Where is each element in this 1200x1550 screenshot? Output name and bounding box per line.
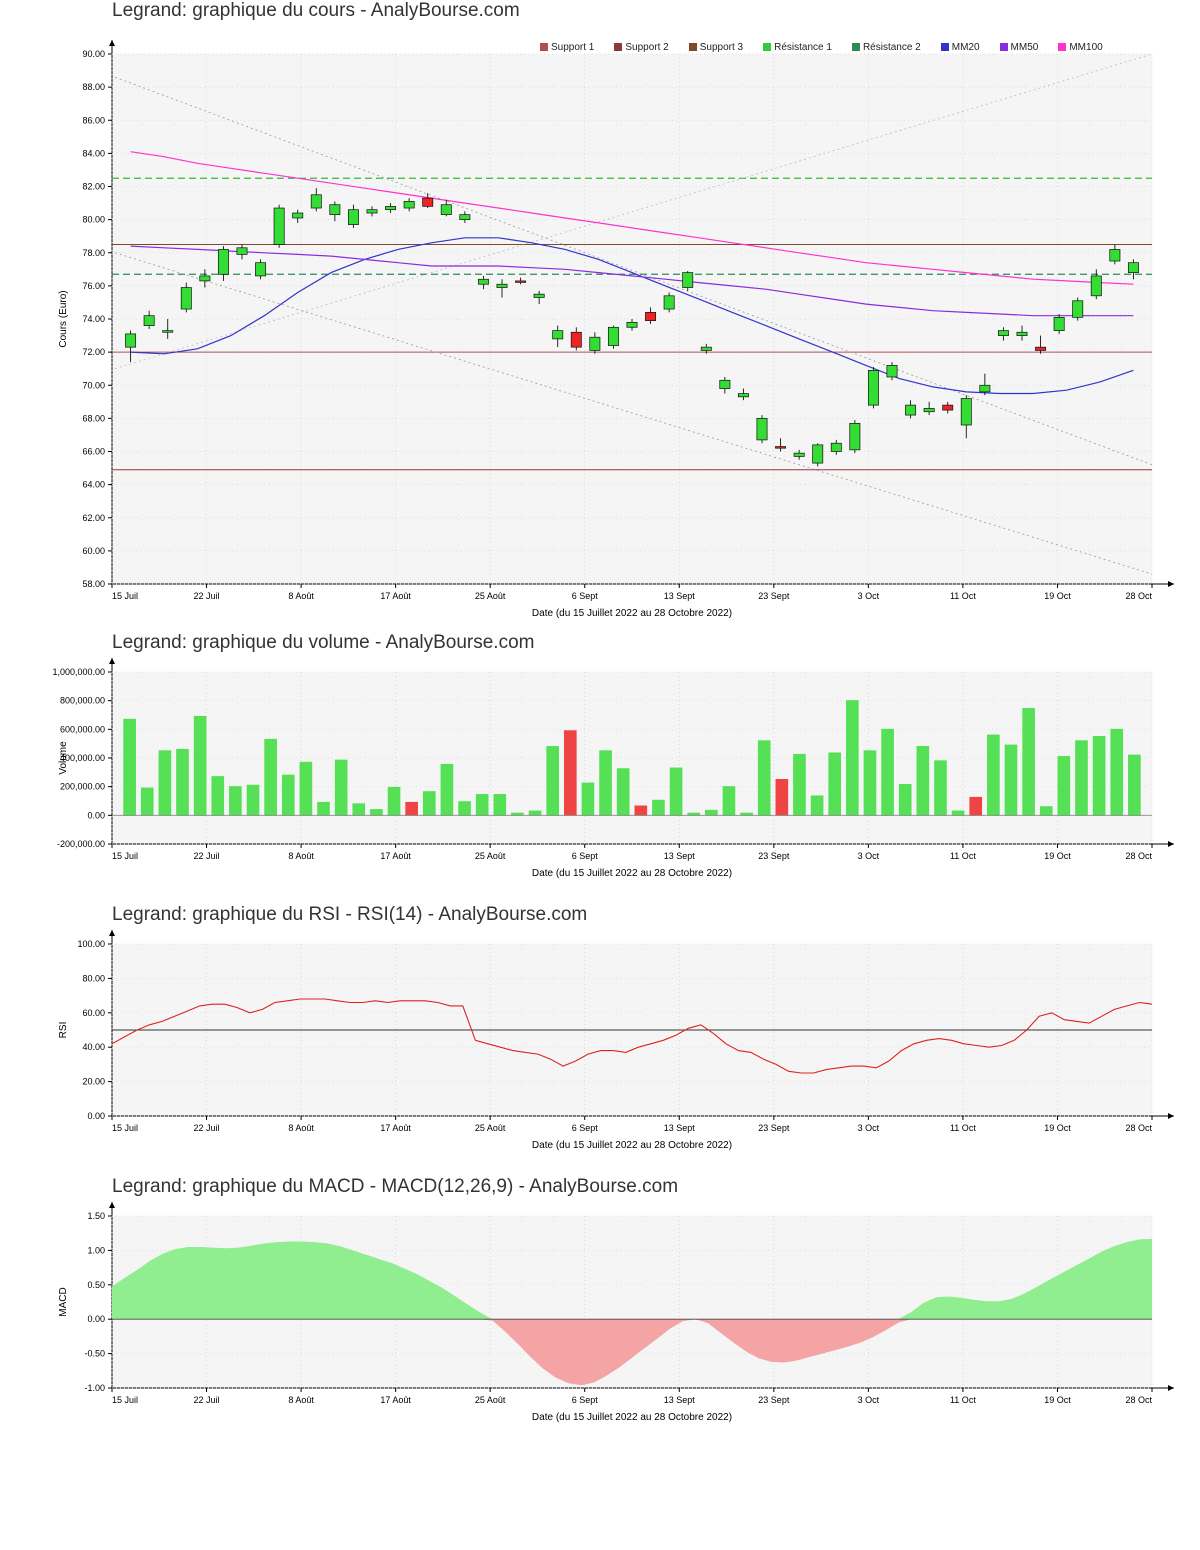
y-axis-label: MACD bbox=[58, 1287, 69, 1317]
y-tick-label: -200,000.00 bbox=[56, 839, 105, 849]
candle-body bbox=[423, 198, 433, 206]
volume-bar bbox=[212, 777, 224, 816]
x-tick-label: 13 Sept bbox=[663, 1395, 695, 1405]
legend-label: MM50 bbox=[1010, 42, 1039, 53]
candle-body bbox=[683, 273, 693, 288]
legend-label: Support 3 bbox=[699, 42, 744, 53]
candle-body bbox=[905, 405, 915, 415]
candle-body bbox=[125, 334, 135, 347]
candle-body bbox=[441, 205, 451, 215]
x-axis-label: Date (du 15 Juillet 2022 au 28 Octobre 2022) bbox=[531, 1140, 733, 1151]
x-tick-label: 3 Oct bbox=[857, 591, 880, 601]
y-tick-label: 58.00 bbox=[82, 579, 105, 589]
y-tick-label: -1.00 bbox=[84, 1383, 105, 1393]
x-tick-label: 11 Oct bbox=[949, 851, 976, 861]
y-tick-label: 90.00 bbox=[82, 49, 105, 59]
candle-body bbox=[850, 423, 860, 450]
candle-body bbox=[237, 248, 247, 255]
volume-bar bbox=[371, 810, 383, 816]
legend-label: Résistance 2 bbox=[862, 42, 921, 53]
x-axis-arrow bbox=[1168, 1385, 1174, 1391]
volume-bar bbox=[1129, 755, 1141, 815]
x-tick-label: 25 Août bbox=[474, 1395, 506, 1405]
legend-label: Support 1 bbox=[551, 42, 595, 53]
y-tick-label: 0.00 bbox=[87, 810, 105, 821]
y-tick-label: 1.00 bbox=[87, 1245, 105, 1256]
x-tick-label: 3 Oct bbox=[857, 851, 880, 861]
volume-bar bbox=[282, 775, 294, 815]
y-tick-label: 64.00 bbox=[82, 479, 105, 490]
x-tick-label: 11 Oct bbox=[949, 591, 976, 601]
volume-bar bbox=[917, 747, 929, 816]
candle-body bbox=[460, 215, 470, 220]
y-tick-label: 76.00 bbox=[82, 280, 105, 291]
y-tick-label: 70.00 bbox=[82, 380, 105, 391]
rsi-plot bbox=[0, 926, 1200, 1176]
x-tick-label: 8 Août bbox=[288, 851, 314, 861]
volume-bar bbox=[335, 760, 347, 815]
candle-body bbox=[367, 210, 377, 213]
y-tick-label: 72.00 bbox=[82, 347, 105, 358]
y-tick-label: 400,000.00 bbox=[59, 753, 105, 763]
volume-panel bbox=[0, 632, 1200, 904]
candle-body bbox=[980, 385, 990, 392]
volume-bar bbox=[159, 751, 171, 816]
volume-bar bbox=[247, 785, 259, 815]
volume-bar bbox=[882, 729, 894, 815]
volume-bar bbox=[141, 788, 153, 815]
macd-chart-title: Legrand: graphique du MACD - MACD(12,26,9) - AnalyBourse.com bbox=[112, 1176, 679, 1197]
x-tick-label: 22 Juil bbox=[193, 1395, 220, 1405]
volume-bar bbox=[564, 731, 576, 816]
x-tick-label: 6 Sept bbox=[571, 851, 598, 861]
x-axis-arrow bbox=[1168, 841, 1174, 847]
y-tick-label: 84.00 bbox=[82, 148, 105, 159]
macd-panel bbox=[0, 1176, 1200, 1448]
y-tick-label: 1.50 bbox=[87, 1211, 105, 1221]
volume-bar bbox=[459, 802, 471, 816]
x-tick-label: 11 Oct bbox=[949, 1395, 976, 1405]
rsi-chart-title: Legrand: graphique du RSI - RSI(14) - AnalyBourse.com bbox=[112, 904, 588, 925]
candle-body bbox=[720, 380, 730, 388]
candle-body bbox=[330, 205, 340, 215]
x-tick-label: 23 Sept bbox=[758, 851, 790, 861]
y-tick-label: 80.00 bbox=[82, 214, 105, 225]
volume-bar bbox=[423, 792, 435, 816]
x-tick-label: 25 Août bbox=[474, 1123, 506, 1133]
candle-body bbox=[144, 316, 154, 326]
x-tick-label: 25 Août bbox=[474, 851, 506, 861]
y-axis-arrow bbox=[109, 930, 115, 936]
x-tick-label: 22 Juil bbox=[193, 1123, 220, 1133]
candle-body bbox=[590, 337, 600, 350]
y-axis-arrow bbox=[109, 1202, 115, 1208]
candle-body bbox=[478, 279, 488, 284]
rsi-panel bbox=[0, 904, 1200, 1176]
candle-body bbox=[293, 213, 303, 218]
volume-bar bbox=[300, 762, 312, 815]
x-tick-label: 15 Juil bbox=[112, 851, 139, 861]
volume-bar bbox=[847, 701, 859, 816]
candle-body bbox=[515, 281, 525, 283]
x-tick-label: 15 Juil bbox=[112, 1123, 139, 1133]
candle-body bbox=[943, 405, 953, 410]
x-axis-label: Date (du 15 Juillet 2022 au 28 Octobre 2022) bbox=[531, 868, 733, 879]
y-tick-label: 0.00 bbox=[87, 1111, 105, 1121]
y-axis-arrow bbox=[109, 658, 115, 664]
y-tick-label: 86.00 bbox=[82, 115, 105, 126]
x-tick-label: 28 Oct bbox=[1125, 851, 1152, 861]
x-tick-label: 19 Oct bbox=[1044, 851, 1071, 861]
candle-body bbox=[998, 331, 1008, 336]
candle-body bbox=[775, 447, 785, 449]
volume-bar bbox=[794, 754, 806, 815]
candle-body bbox=[831, 443, 841, 451]
y-tick-label: 20.00 bbox=[82, 1076, 105, 1087]
volume-bar bbox=[1093, 737, 1105, 816]
x-tick-label: 8 Août bbox=[288, 1395, 314, 1405]
x-tick-label: 8 Août bbox=[288, 591, 314, 601]
candle-body bbox=[1017, 332, 1027, 335]
candle-body bbox=[1091, 276, 1101, 296]
volume-bar bbox=[935, 761, 947, 815]
x-tick-label: 22 Juil bbox=[193, 851, 220, 861]
x-axis-arrow bbox=[1168, 1113, 1174, 1119]
candle-body bbox=[757, 418, 767, 440]
x-tick-label: 19 Oct bbox=[1044, 591, 1071, 601]
legend-label: Support 2 bbox=[625, 42, 669, 53]
candle-body bbox=[738, 394, 748, 397]
y-tick-label: 1,000,000.00 bbox=[52, 667, 105, 677]
candle-body bbox=[255, 263, 265, 276]
volume-bar bbox=[1023, 709, 1035, 816]
y-tick-label: 80.00 bbox=[82, 973, 105, 984]
x-tick-label: 28 Oct bbox=[1125, 1395, 1152, 1405]
candle-body bbox=[181, 288, 191, 310]
candle-body bbox=[961, 399, 971, 426]
volume-bar bbox=[776, 780, 788, 816]
volume-bar bbox=[318, 802, 330, 815]
candle-body bbox=[794, 453, 804, 456]
y-tick-label: 800,000.00 bbox=[59, 695, 105, 706]
volume-bar bbox=[670, 768, 682, 815]
volume-bar bbox=[899, 785, 911, 816]
y-tick-label: 600,000.00 bbox=[59, 724, 105, 735]
volume-bar bbox=[406, 802, 418, 815]
y-tick-label: 0.00 bbox=[87, 1314, 105, 1325]
y-axis-label: Volume bbox=[58, 741, 69, 775]
y-axis-label: RSI bbox=[58, 1021, 69, 1039]
candle-body bbox=[497, 284, 507, 287]
legend-label: Résistance 1 bbox=[774, 42, 832, 53]
volume-bar bbox=[988, 735, 1000, 815]
candle-body bbox=[664, 296, 674, 309]
candle-body bbox=[534, 294, 544, 297]
x-tick-label: 13 Sept bbox=[663, 1123, 695, 1133]
x-tick-label: 3 Oct bbox=[857, 1123, 880, 1133]
x-tick-label: 28 Oct bbox=[1125, 1123, 1152, 1133]
volume-bar bbox=[829, 753, 841, 815]
y-tick-label: 68.00 bbox=[82, 413, 105, 424]
price-panel bbox=[0, 0, 1200, 632]
x-tick-label: 23 Sept bbox=[758, 591, 790, 601]
volume-bar bbox=[194, 716, 206, 815]
candle-body bbox=[701, 347, 711, 350]
x-tick-label: 3 Oct bbox=[857, 1395, 880, 1405]
volume-bar bbox=[441, 764, 453, 815]
volume-bar bbox=[494, 795, 506, 816]
x-tick-label: 25 Août bbox=[474, 591, 506, 601]
x-tick-label: 17 Août bbox=[380, 851, 411, 861]
volume-bar bbox=[1076, 741, 1088, 816]
candle-body bbox=[163, 331, 173, 333]
volume-bar bbox=[653, 800, 665, 815]
y-tick-label: 200,000.00 bbox=[59, 781, 105, 792]
volume-bar bbox=[706, 810, 718, 815]
volume-bar bbox=[864, 751, 876, 816]
volume-bar bbox=[388, 787, 400, 815]
x-tick-label: 6 Sept bbox=[571, 1395, 598, 1405]
y-tick-label: 88.00 bbox=[82, 82, 105, 93]
candle-body bbox=[608, 327, 618, 345]
y-tick-label: -0.50 bbox=[84, 1348, 105, 1359]
volume-bar bbox=[547, 747, 559, 816]
price-plot bbox=[0, 22, 1200, 632]
volume-bar bbox=[600, 751, 612, 816]
volume-bar bbox=[811, 796, 823, 815]
candle-body bbox=[404, 201, 414, 208]
x-axis-label: Date (du 15 Juillet 2022 au 28 Octobre 2022) bbox=[531, 1412, 733, 1423]
y-axis-label: Cours (Euro) bbox=[58, 290, 69, 348]
x-tick-label: 19 Oct bbox=[1044, 1395, 1071, 1405]
x-tick-label: 11 Oct bbox=[949, 1123, 976, 1133]
candle-body bbox=[218, 249, 228, 274]
x-axis-arrow bbox=[1168, 581, 1174, 587]
y-tick-label: 62.00 bbox=[82, 512, 105, 523]
volume-bar bbox=[758, 741, 770, 816]
volume-bar bbox=[1005, 745, 1017, 815]
x-tick-label: 23 Sept bbox=[758, 1395, 790, 1405]
x-tick-label: 8 Août bbox=[288, 1123, 314, 1133]
candle-body bbox=[311, 195, 321, 208]
x-tick-label: 22 Juil bbox=[193, 591, 220, 601]
candle-body bbox=[868, 370, 878, 405]
volume-bar bbox=[1111, 729, 1123, 815]
x-tick-label: 28 Oct bbox=[1125, 591, 1152, 601]
y-tick-label: 60.00 bbox=[82, 1007, 105, 1018]
volume-bar bbox=[124, 719, 136, 815]
volume-bar bbox=[1058, 757, 1070, 816]
x-tick-label: 17 Août bbox=[380, 1395, 411, 1405]
y-tick-label: 74.00 bbox=[82, 314, 105, 324]
candle-body bbox=[385, 206, 395, 209]
candle-body bbox=[1035, 347, 1045, 350]
candle-body bbox=[1110, 249, 1120, 261]
candle-body bbox=[200, 276, 210, 281]
x-tick-label: 17 Août bbox=[380, 1123, 411, 1133]
y-tick-label: 66.00 bbox=[82, 446, 105, 457]
volume-bar bbox=[230, 787, 242, 816]
x-tick-label: 19 Oct bbox=[1044, 1123, 1071, 1133]
volume-bar bbox=[582, 783, 594, 815]
legend-label: MM20 bbox=[951, 42, 980, 53]
x-tick-label: 13 Sept bbox=[663, 851, 695, 861]
volume-bar bbox=[635, 806, 647, 815]
volume-bar bbox=[723, 787, 735, 816]
legend-label: MM100 bbox=[1069, 42, 1103, 53]
x-tick-label: 6 Sept bbox=[571, 591, 598, 601]
macd-plot bbox=[0, 1198, 1200, 1448]
price-chart-title: Legrand: graphique du cours - AnalyBourse.com bbox=[112, 0, 520, 21]
volume-bar bbox=[970, 797, 982, 815]
volume-bar bbox=[177, 749, 189, 815]
x-tick-label: 17 Août bbox=[380, 591, 411, 601]
candle-body bbox=[887, 365, 897, 377]
candle-body bbox=[1073, 301, 1083, 318]
x-tick-label: 23 Sept bbox=[758, 1123, 790, 1133]
volume-plot bbox=[0, 654, 1200, 904]
candle-body bbox=[348, 210, 358, 225]
candle-body bbox=[1054, 317, 1064, 330]
candle-body bbox=[274, 208, 284, 244]
y-axis-arrow bbox=[109, 40, 115, 46]
candle-body bbox=[553, 331, 563, 339]
y-tick-label: 60.00 bbox=[82, 545, 105, 556]
volume-bar bbox=[617, 769, 629, 816]
y-tick-label: 82.00 bbox=[82, 181, 105, 192]
y-tick-label: 78.00 bbox=[82, 247, 105, 258]
y-tick-label: 0.50 bbox=[87, 1279, 105, 1290]
volume-chart-title: Legrand: graphique du volume - AnalyBourse.com bbox=[112, 632, 535, 653]
candle-body bbox=[627, 322, 637, 327]
x-tick-label: 13 Sept bbox=[663, 591, 695, 601]
candle-body bbox=[571, 332, 581, 347]
volume-bar bbox=[952, 811, 964, 815]
y-tick-label: 40.00 bbox=[82, 1042, 105, 1053]
volume-bar bbox=[1040, 807, 1052, 816]
candle-body bbox=[1128, 263, 1138, 273]
x-tick-label: 15 Juil bbox=[112, 1395, 139, 1405]
y-tick-label: 100.00 bbox=[77, 939, 105, 949]
x-tick-label: 6 Sept bbox=[571, 1123, 598, 1133]
volume-bar bbox=[265, 739, 277, 815]
candle-body bbox=[645, 312, 655, 320]
candle-body bbox=[813, 445, 823, 463]
x-tick-label: 15 Juil bbox=[112, 591, 139, 601]
candle-body bbox=[924, 408, 934, 411]
volume-bar bbox=[476, 795, 488, 816]
volume-bar bbox=[353, 804, 365, 815]
x-axis-label: Date (du 15 Juillet 2022 au 28 Octobre 2022) bbox=[531, 608, 733, 619]
volume-bar bbox=[529, 811, 541, 815]
